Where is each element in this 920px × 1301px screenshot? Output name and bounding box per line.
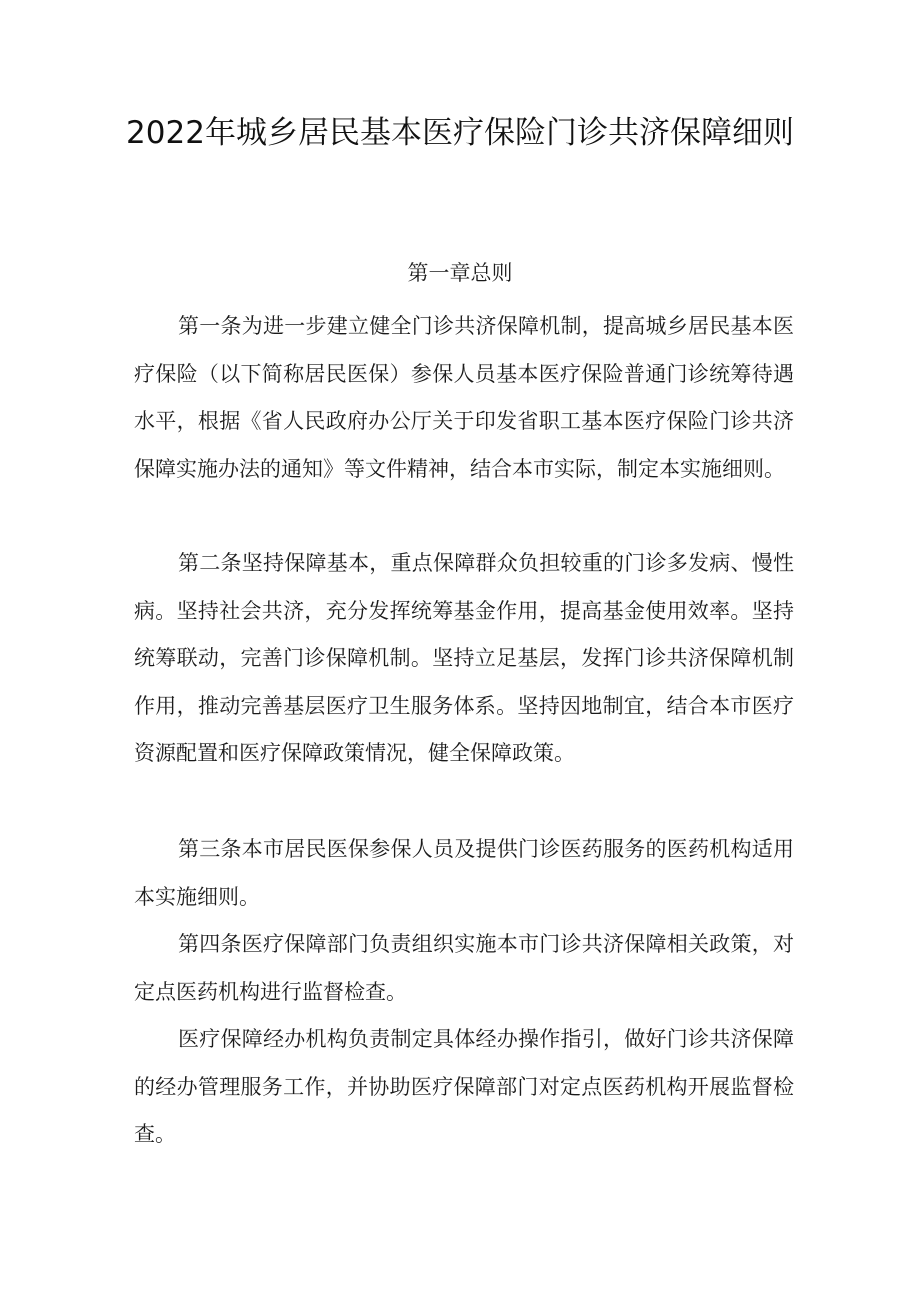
paragraph-article-1: 第一条为进一步建立健全门诊共济保障机制，提高城乡居民基本医疗保险（以下简称居民医保）参保人员基本医疗保险普通门诊统筹待遇水平，根据《省人民政府办公厅关于印发省职工基本医疗保险门诊共济保障实施办法的通知》等文件精神，结合本市实际，制定本实施细则。 [134, 314, 794, 481]
paragraph-article-3: 第三条本市居民医保参保人员及提供门诊医药服务的医药机构适用本实施细则。 [134, 837, 794, 909]
document-title: 2022年城乡居民基本医疗保险门诊共济保障细则 [126, 115, 794, 151]
paragraph-article-2: 第二条坚持保障基本，重点保障群众负担较重的门诊多发病、慢性病。坚持社会共济，充分发挥统筹基金作用，提高基金使用效率。坚持统筹联动，完善门诊保障机制。坚持立足基层，发挥门诊共济保障机制作用，推动完善基层医疗卫生服务体系。坚持因地制宜，结合本市医疗资源配置和医疗保障政策情况，健全保障政策。 [134, 551, 794, 765]
paragraph-article-4: 第四条医疗保障部门负责组织实施本市门诊共济保障相关政策，对定点医药机构进行监督检查。 [134, 932, 794, 1004]
paragraph-article-4-continued: 医疗保障经办机构负责制定具体经办操作指引，做好门诊共济保障的经办管理服务工作，并协助医疗保障部门对定点医药机构开展监督检查。 [134, 1027, 794, 1146]
chapter-heading: 第一章总则 [407, 261, 513, 285]
